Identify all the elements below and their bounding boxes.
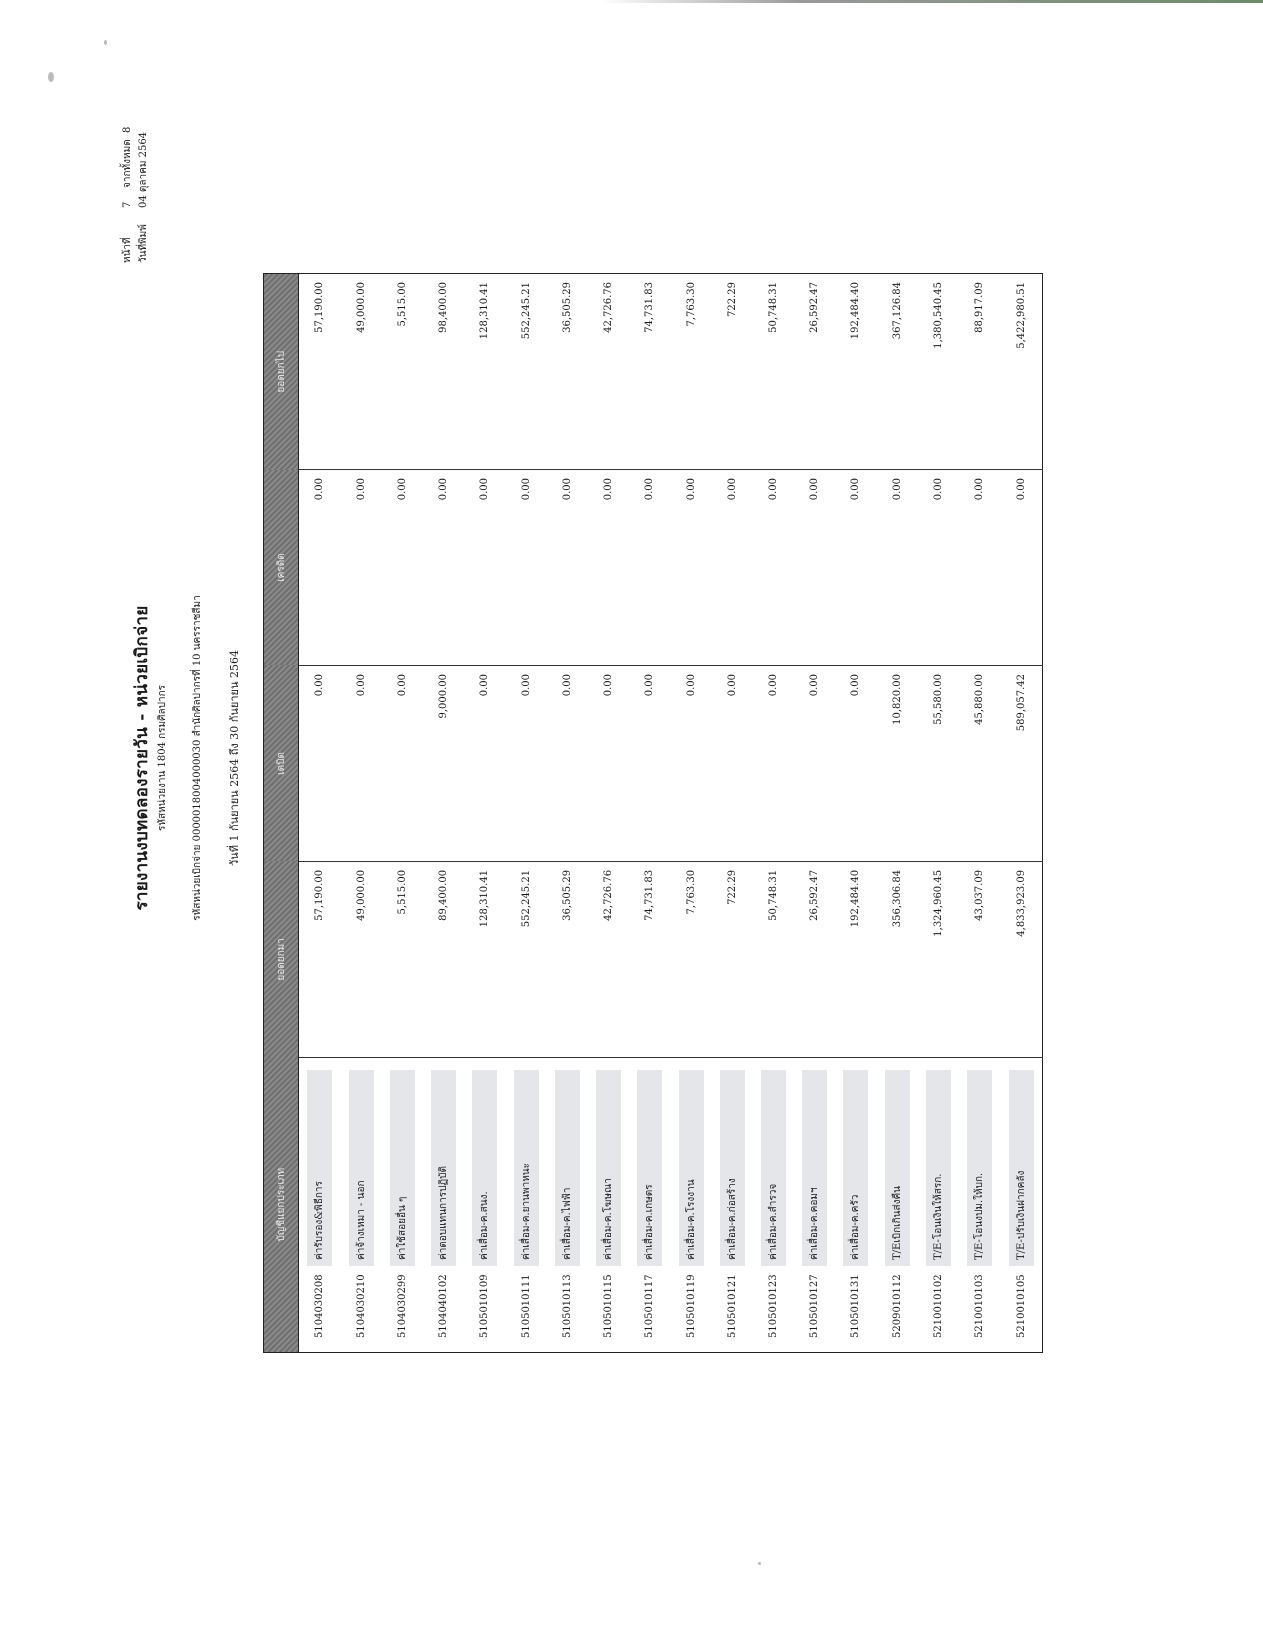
account-name: T/Eเบิกเกินส่งคืน [885,1070,910,1266]
table-row [588,274,629,1353]
debit-value: 0.00 [835,665,876,861]
brought-forward-value: 49,000.00 [341,861,382,1057]
account-name: T/E-โอนงปม.ให้บก. [967,1070,992,1266]
debit-value: 0.00 [670,665,711,861]
header-account: บัญชีแยกประเภท [264,1057,299,1352]
account-cell [629,1057,670,1352]
carried-forward-value: 50,748.31 [753,274,794,470]
account-cell [423,1057,464,1352]
table-row [629,274,670,1353]
account-cell [835,1057,876,1352]
brought-forward-value: 26,592.47 [794,861,835,1057]
credit-value: 0.00 [794,470,835,666]
debit-value: 0.00 [629,665,670,861]
table-row [670,274,711,1353]
account-name: ค่าเสื่อม-ค.ยานพาหนะ [514,1070,539,1266]
carried-forward-value: 192,484.40 [835,274,876,470]
carried-forward-value: 552,245.21 [506,274,547,470]
brought-forward-value: 89,400.00 [423,861,464,1057]
credit-value: 0.00 [506,470,547,666]
debit-value: 589,057.42 [1000,665,1042,861]
header-brought-forward: ยอดยกมา [264,861,299,1057]
table-row [547,274,588,1353]
brought-forward-value: 36,505.29 [547,861,588,1057]
brought-forward-value: 57,190.00 [299,861,341,1057]
credit-value: 0.00 [629,470,670,666]
credit-value: 0.00 [918,470,959,666]
account-name: ค่าเสื่อม-ค.ไฟฟ้า [555,1070,580,1266]
page-label: หน้าที่ [122,237,133,263]
credit-value: 0.00 [959,470,1000,666]
account-code: 5209010112 [891,1274,903,1338]
page-number: 7 [122,201,133,208]
credit-value: 0.00 [1000,470,1042,666]
debit-value: 0.00 [299,665,341,861]
carried-forward-value: 57,190.00 [299,274,341,470]
account-code: 5210010103 [974,1274,986,1338]
credit-value: 0.00 [423,470,464,666]
account-cell [299,1057,341,1352]
brought-forward-value: 43,037.09 [959,861,1000,1057]
account-cell [670,1057,711,1352]
account-code: 5105010123 [768,1274,780,1338]
account-cell [918,1057,959,1352]
account-code: 5105010113 [561,1274,573,1338]
debit-value: 0.00 [547,665,588,861]
table-row [382,274,423,1353]
carried-forward-value: 49,000.00 [341,274,382,470]
total-pages: 8 [122,126,133,133]
table-row [464,274,505,1353]
debit-value: 0.00 [382,665,423,861]
brought-forward-value: 42,726.76 [588,861,629,1057]
carried-forward-value: 26,592.47 [794,274,835,470]
brought-forward-value: 1,324,960.45 [918,861,959,1057]
debit-value: 10,820.00 [877,665,918,861]
brought-forward-value: 7,763.30 [670,861,711,1057]
account-cell [382,1057,423,1352]
agency-line: รหัสหน่วยงาน 1804 กรมศิลปากร [157,685,168,831]
account-code: 5104030299 [396,1274,408,1338]
account-code: 5105010111 [520,1274,532,1338]
table-row [341,274,382,1353]
credit-value: 0.00 [382,470,423,666]
disbursing-unit-line: รหัสหน่วยเบิกจ่าย 0000018004000030 สำนักศิลปากรที่ 10 นครราชสีมา [192,595,203,921]
debit-value: 0.00 [506,665,547,861]
account-name: ค่าเสื่อม-ค.คอมฯ [802,1070,827,1266]
account-cell [877,1057,918,1352]
credit-value: 0.00 [588,470,629,666]
table-header-row [264,274,299,1353]
credit-value: 0.00 [877,470,918,666]
header-carried-forward: ยอดยกไป [264,274,299,470]
brought-forward-value: 5,515.00 [382,861,423,1057]
debit-value: 0.00 [464,665,505,861]
account-name: ค่าเสื่อม-ค.โฆษณา [596,1070,621,1266]
table-row [299,274,341,1353]
account-cell [712,1057,753,1352]
brought-forward-value: 722.29 [712,861,753,1057]
account-cell [506,1057,547,1352]
account-name: ค่าเสื่อม-ค.สนง. [472,1070,497,1266]
table-row [712,274,753,1353]
credit-value: 0.00 [547,470,588,666]
account-name: ค่ารับรอง&พิธีการ [307,1070,332,1266]
table-row [423,274,464,1353]
account-name: ค่าใช้สอยอื่น ๆ [390,1070,415,1266]
account-code: 5104030208 [314,1274,326,1338]
trial-balance-table [263,273,1043,1353]
carried-forward-value: 88,917.09 [959,274,1000,470]
carried-forward-value: 7,763.30 [670,274,711,470]
table-row [1000,274,1042,1353]
page-info [120,103,152,263]
table-row [877,274,918,1353]
account-name: ค่าเสื่อม-ค.ครัว [843,1070,868,1266]
table-row [506,274,547,1353]
debit-value: 0.00 [753,665,794,861]
header-credit: เครดิต [264,470,299,666]
debit-value: 0.00 [341,665,382,861]
carried-forward-value: 367,126.84 [877,274,918,470]
carried-forward-value: 36,505.29 [547,274,588,470]
credit-value: 0.00 [670,470,711,666]
table-row [918,274,959,1353]
carried-forward-value: 42,726.76 [588,274,629,470]
account-code: 5104040102 [438,1274,450,1338]
print-date: 04 ตุลาคม 2564 [138,131,149,208]
debit-value: 45,880.00 [959,665,1000,861]
brought-forward-value: 50,748.31 [753,861,794,1057]
header-debit: เดบิต [264,665,299,861]
account-code: 5105010117 [644,1274,656,1338]
table-row [794,274,835,1353]
debit-value: 9,000.00 [423,665,464,861]
carried-forward-value: 98,400.00 [423,274,464,470]
brought-forward-value: 356,306.84 [877,861,918,1057]
credit-value: 0.00 [712,470,753,666]
carried-forward-value: 128,310.41 [464,274,505,470]
brought-forward-value: 74,731.83 [629,861,670,1057]
account-code: 5105010121 [726,1274,738,1338]
account-name: ค่าจ้างเหมา - นอก [349,1070,374,1266]
credit-value: 0.00 [753,470,794,666]
brought-forward-value: 4,833,923.09 [1000,861,1042,1057]
account-cell [547,1057,588,1352]
report-title: รายงานงบทดลองรายวัน - หน่วยเบิกจ่าย [132,605,152,911]
debit-value: 0.00 [712,665,753,861]
account-code: 5105010119 [685,1274,697,1338]
credit-value: 0.00 [299,470,341,666]
account-name: ค่าเสื่อม-ค.สำรวจ [761,1070,786,1266]
account-cell [959,1057,1000,1352]
carried-forward-value: 5,422,980.51 [1000,274,1042,470]
account-code: 5105010131 [850,1274,862,1338]
account-code: 5210010105 [1015,1274,1027,1338]
debit-value: 0.00 [588,665,629,861]
account-name: ค่าตอบแทนการปฏิบัติ [431,1070,456,1266]
table-row [959,274,1000,1353]
account-code: 5210010102 [932,1274,944,1338]
account-name: T/E-ปรับเงินฝากคลัง [1009,1070,1034,1266]
account-name: ค่าเสื่อม-ค.ก่อสร้าง [720,1070,745,1266]
credit-value: 0.00 [835,470,876,666]
credit-value: 0.00 [341,470,382,666]
total-pages-label: จากทั้งหมด [122,139,133,188]
account-name: ค่าเสื่อม-ค.เกษตร [637,1070,662,1266]
report-period: วันที่ 1 กันยายน 2564 ถึง 30 กันยายน 2564 [228,650,241,866]
brought-forward-value: 192,484.40 [835,861,876,1057]
account-name: T/E-โอนเงินให้สรก. [926,1070,951,1266]
account-code: 5104030210 [355,1274,367,1338]
account-cell [588,1057,629,1352]
table-row [835,274,876,1353]
carried-forward-value: 1,380,540.45 [918,274,959,470]
account-name: ค่าเสื่อม-ค.โรงงาน [679,1070,704,1266]
carried-forward-value: 74,731.83 [629,274,670,470]
print-date-label: วันที่พิมพ์ [138,224,149,263]
credit-value: 0.00 [464,470,505,666]
account-code: 5105010127 [809,1274,821,1338]
debit-value: 0.00 [794,665,835,861]
account-code: 5105010115 [603,1274,615,1338]
brought-forward-value: 552,245.21 [506,861,547,1057]
account-cell [1000,1057,1042,1352]
debit-value: 55,580.00 [918,665,959,861]
account-cell [341,1057,382,1352]
carried-forward-value: 722.29 [712,274,753,470]
carried-forward-value: 5,515.00 [382,274,423,470]
account-cell [794,1057,835,1352]
brought-forward-value: 128,310.41 [464,861,505,1057]
account-cell [464,1057,505,1352]
account-code: 5105010109 [479,1274,491,1338]
account-cell [753,1057,794,1352]
table-row [753,274,794,1353]
